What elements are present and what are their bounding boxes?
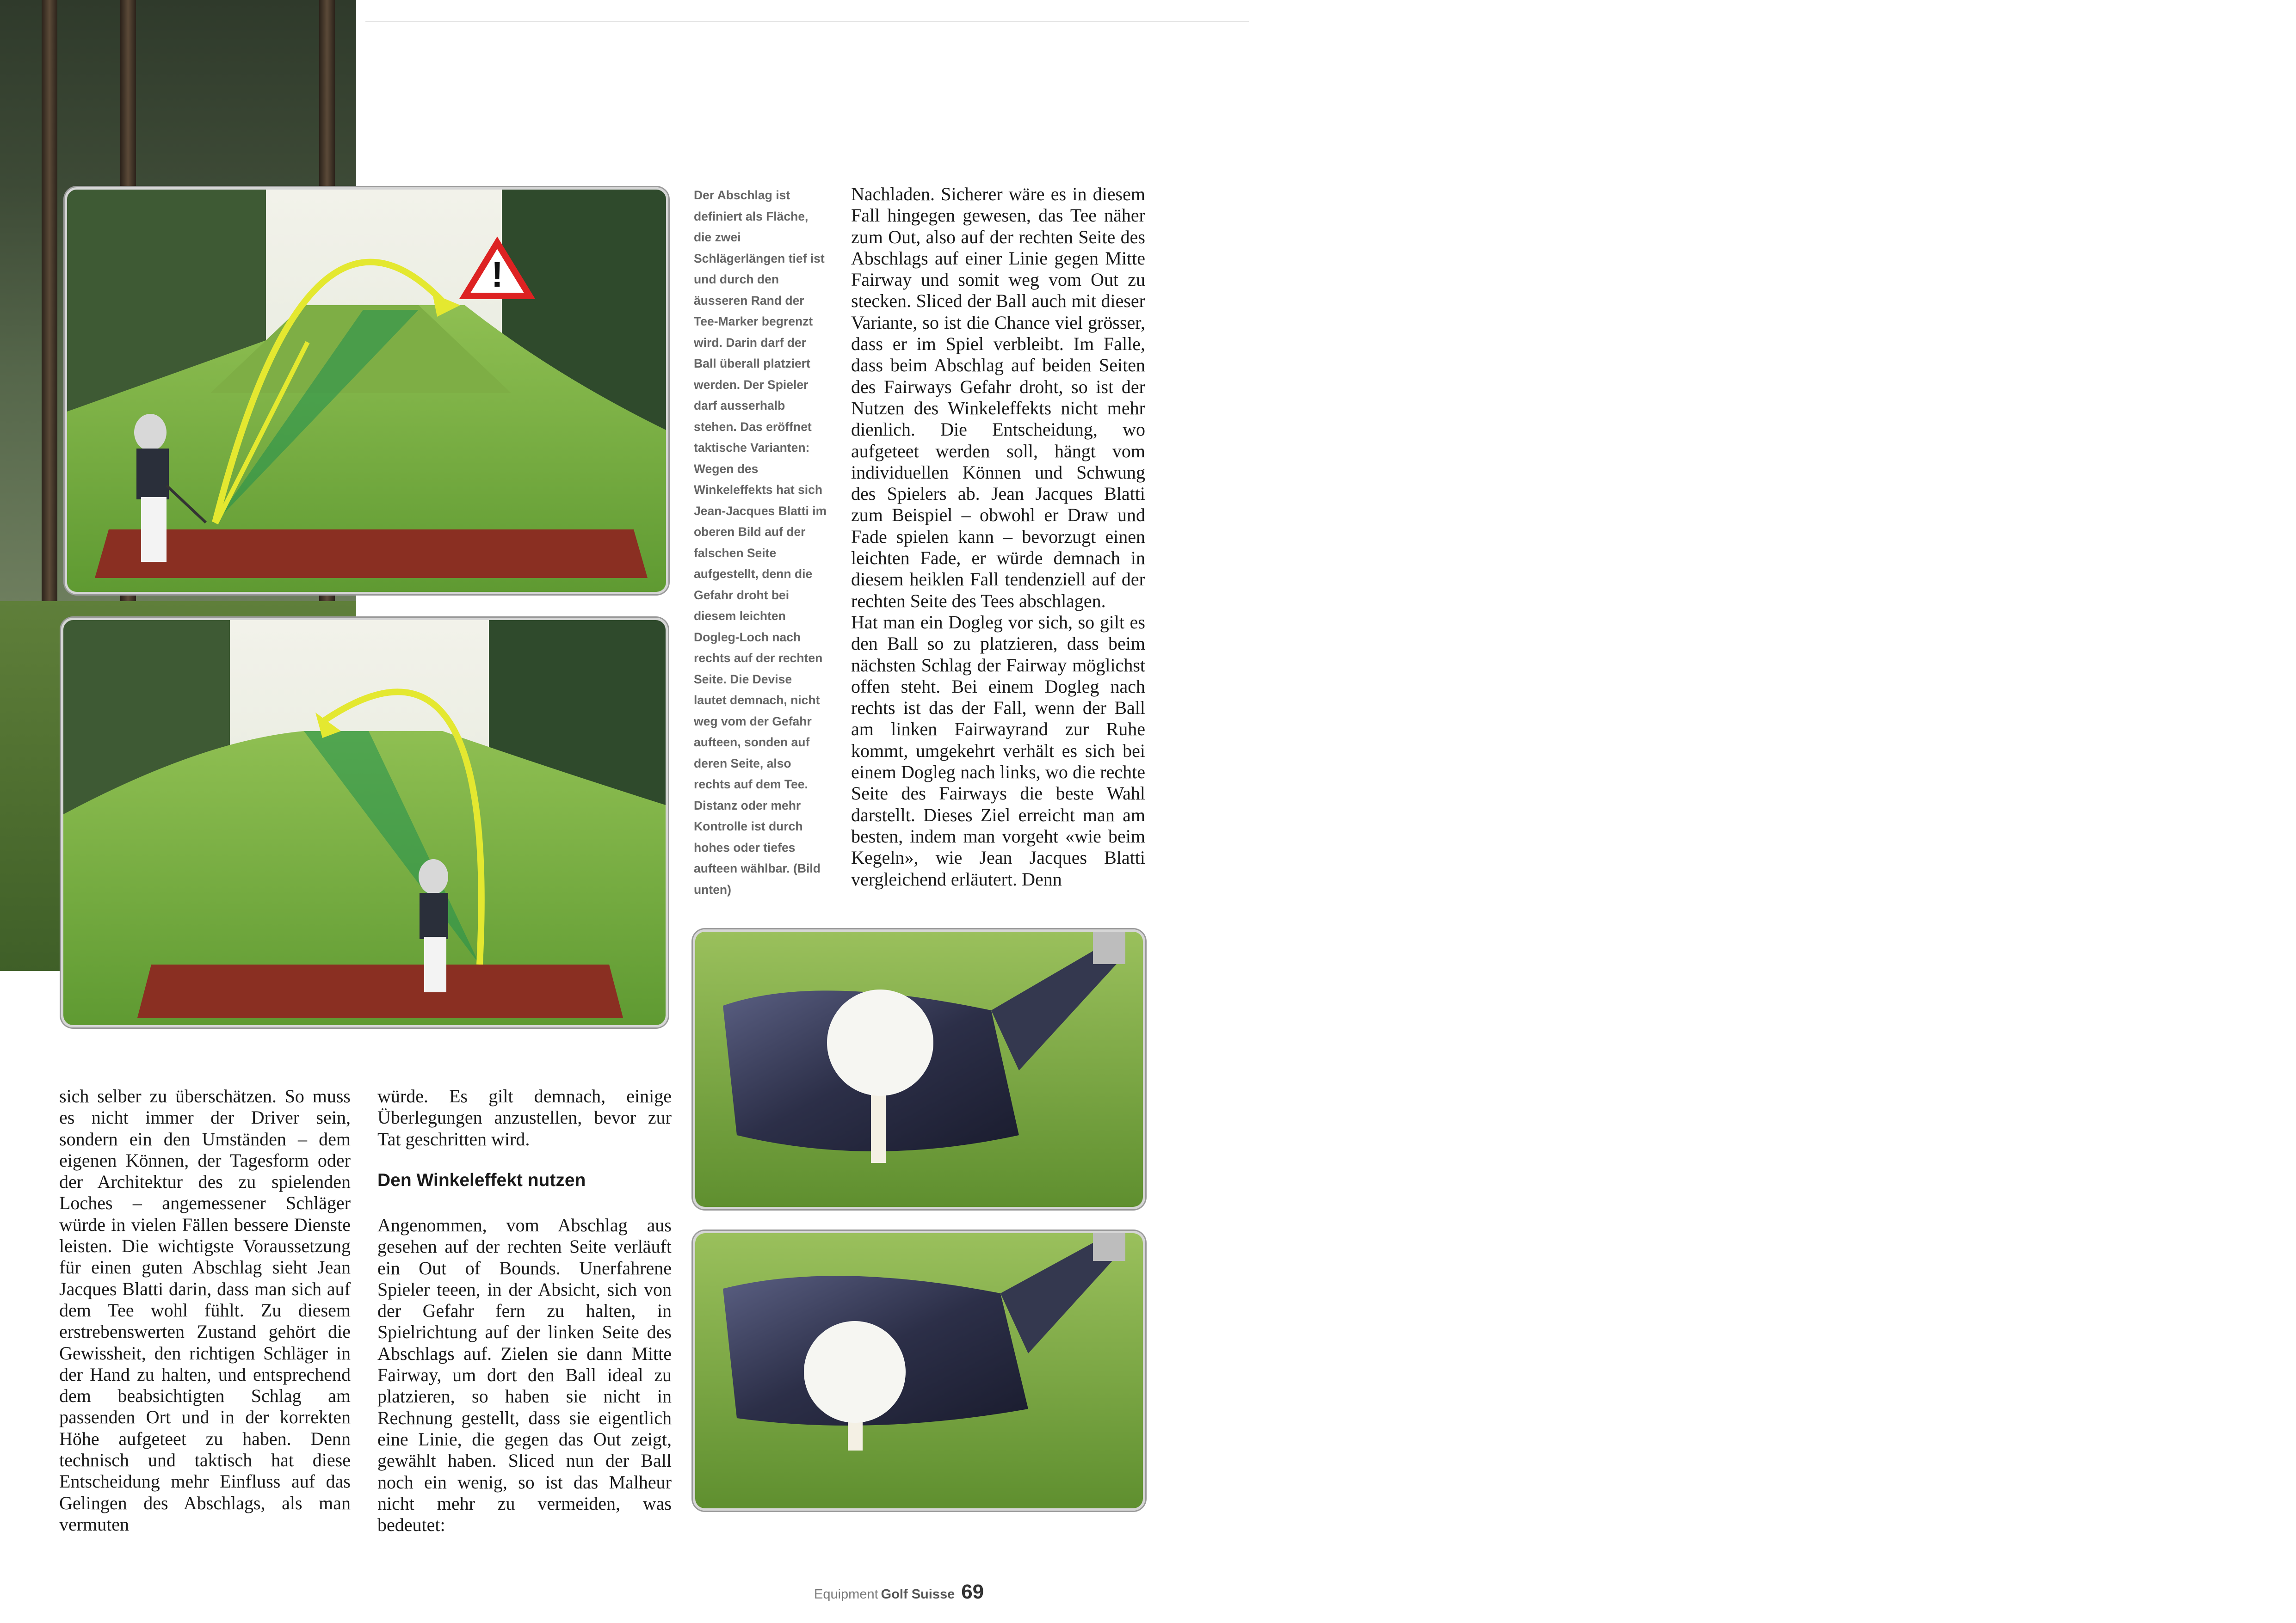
footer-magazine: Golf Suisse — [881, 1587, 955, 1602]
subheading: Den Winkeleffekt nutzen — [377, 1170, 586, 1190]
paragraph-reloading: Nachladen. Sicherer wäre es in diesem Fall hingegen gewesen, das Tee näher zum Out, also auf der rechten Seite des Abschlags auf einer Linie gegen Mitte Fairway und somit weg vom Out zu stecken. Sliced der Ball auch mit dieser Variante, so ist die Chance viel grösser, dass er im Spiel verbleibt. Im Falle, dass beim Abschlag auf beiden Seiten des Fairways Gefahr droht, so ist der Nutzen des Winkeleffekts nicht mehr dienlich. Die Entscheidung, wo aufgeteet werden soll, hängt vom individuellen Können und Schwung des Spielers ab. Jean Jacques Blatti zum Beispiel – obwohl er Draw und Fade spielen kann – bevorzugt einen leichten Fade, er würde demnach in diesem heiklen Fall tendenziell auf der rechten Seite des Tees abschlagen. — [851, 184, 1145, 611]
column-lower-middle-body — [377, 1215, 672, 1536]
paragraph-out-of-bounds: Angenommen, vom Abschlag aus gesehen auf der rechten Seite verläuft ein Out of Bounds. Unerfahrene Spieler teeen, in der Absicht, sich von der Gefahr fern zu halten, in Spielrichtung auf der linken Seite des Abschlags auf. Zielen sie dann Mitte Fairway, um dort den Ball ideal zu platzieren, so haben sie nicht in Rechnung gestellt, dass sie eigentlich eine Linie, die gegen das Out zeigt, gewählt haben. Sliced nun der Ball noch ein wenig, so ist das Malheur nicht mehr zu vermeiden, was bedeutet: — [377, 1215, 672, 1536]
paragraph-dogleg: Hat man ein Dogleg vor sich, so gilt es den Ball so zu platzieren, dass beim nächsten Schlag der Fairway möglichst offen steht. Bei einem Dogleg nach rechts ist das der Fall, wenn der Ball am linken Fairwayrand zur Ruhe kommt, umgekehrt verhält es sich bei einem Dogleg nach links, wo die rechte Seite des Fairways die beste Wahl darstellt. Dieses Ziel erreicht man am besten, indem man vorgeht «wie beim Kegeln», wie Jean Jacques Blatti vergleichend erläutert. Denn — [851, 611, 1145, 890]
driver-high-tee-photo — [693, 929, 1145, 1209]
page-number: 69 — [961, 1580, 984, 1603]
photo-caption — [694, 185, 828, 900]
paragraph-overestimate: sich selber zu überschätzen. So muss es nicht immer der Driver sein, sondern ein den Umständen – dem eigenen Können, der Tagesform oder der Architektur des zu spielenden Loches – angemessener Schläger würde in vielen Fällen bessere Dienste leisten. Die wichtigste Voraussetzung für einen guten Abschlag sieht Jean Jacques Blatti darin, dass man sich auf dem Tee wohl fühlt. Zu diesem erstrebenswerten Zustand gehört die Gewissheit, den richtigen Schläger in der Hand zu halten, und entsprechend dem beabsichtigten Schlag am passenden Ort und in der korrekten Höhe aufgeteet zu haben. Denn technisch und taktisch hat diese Entscheidung mehr Einfluss auf das Gelingen des Abschlags, als man vermuten — [59, 1086, 351, 1535]
top-rule — [365, 21, 1249, 22]
tee-photo-right-side — [61, 618, 668, 1027]
column-upper-right — [851, 184, 1145, 890]
page-footer — [814, 1580, 984, 1604]
driver-low-tee-photo — [693, 1231, 1145, 1511]
footer-section: Equipment — [814, 1587, 878, 1602]
warning-sign-symbol: ! — [491, 254, 503, 295]
caption-text: Der Abschlag ist definiert als Fläche, die zwei Schlägerlängen tief ist und durch den äusseren Rand der Tee-Marker begrenzt wird. Darin darf der Ball überall platziert werden. Der Spieler darf ausserhalb stehen. Das eröffnet taktische Varianten: Wegen des Winkeleffekts hat sich Jean-Jacques Blatti im oberen Bild auf der falschen Seite aufgestellt, denn die Gefahr droht bei diesem leichten Dogleg-Loch nach rechts auf der rechten Seite. Die Devise lautet demnach, nicht weg vom der Gefahr aufteen, sonden auf deren Seite, also rechts auf dem Tee. Distanz oder mehr Kontrolle ist durch hohes oder tiefes aufteen wählbar. (Bild unten) — [694, 188, 827, 897]
column-lower-left — [59, 1086, 351, 1535]
paragraph-consider: würde. Es gilt demnach, einige Überlegungen anzustellen, bevor zur Tat geschritten wird. — [377, 1086, 672, 1150]
column-lower-middle — [377, 1086, 672, 1150]
tee-photo-left-side — [65, 187, 668, 594]
